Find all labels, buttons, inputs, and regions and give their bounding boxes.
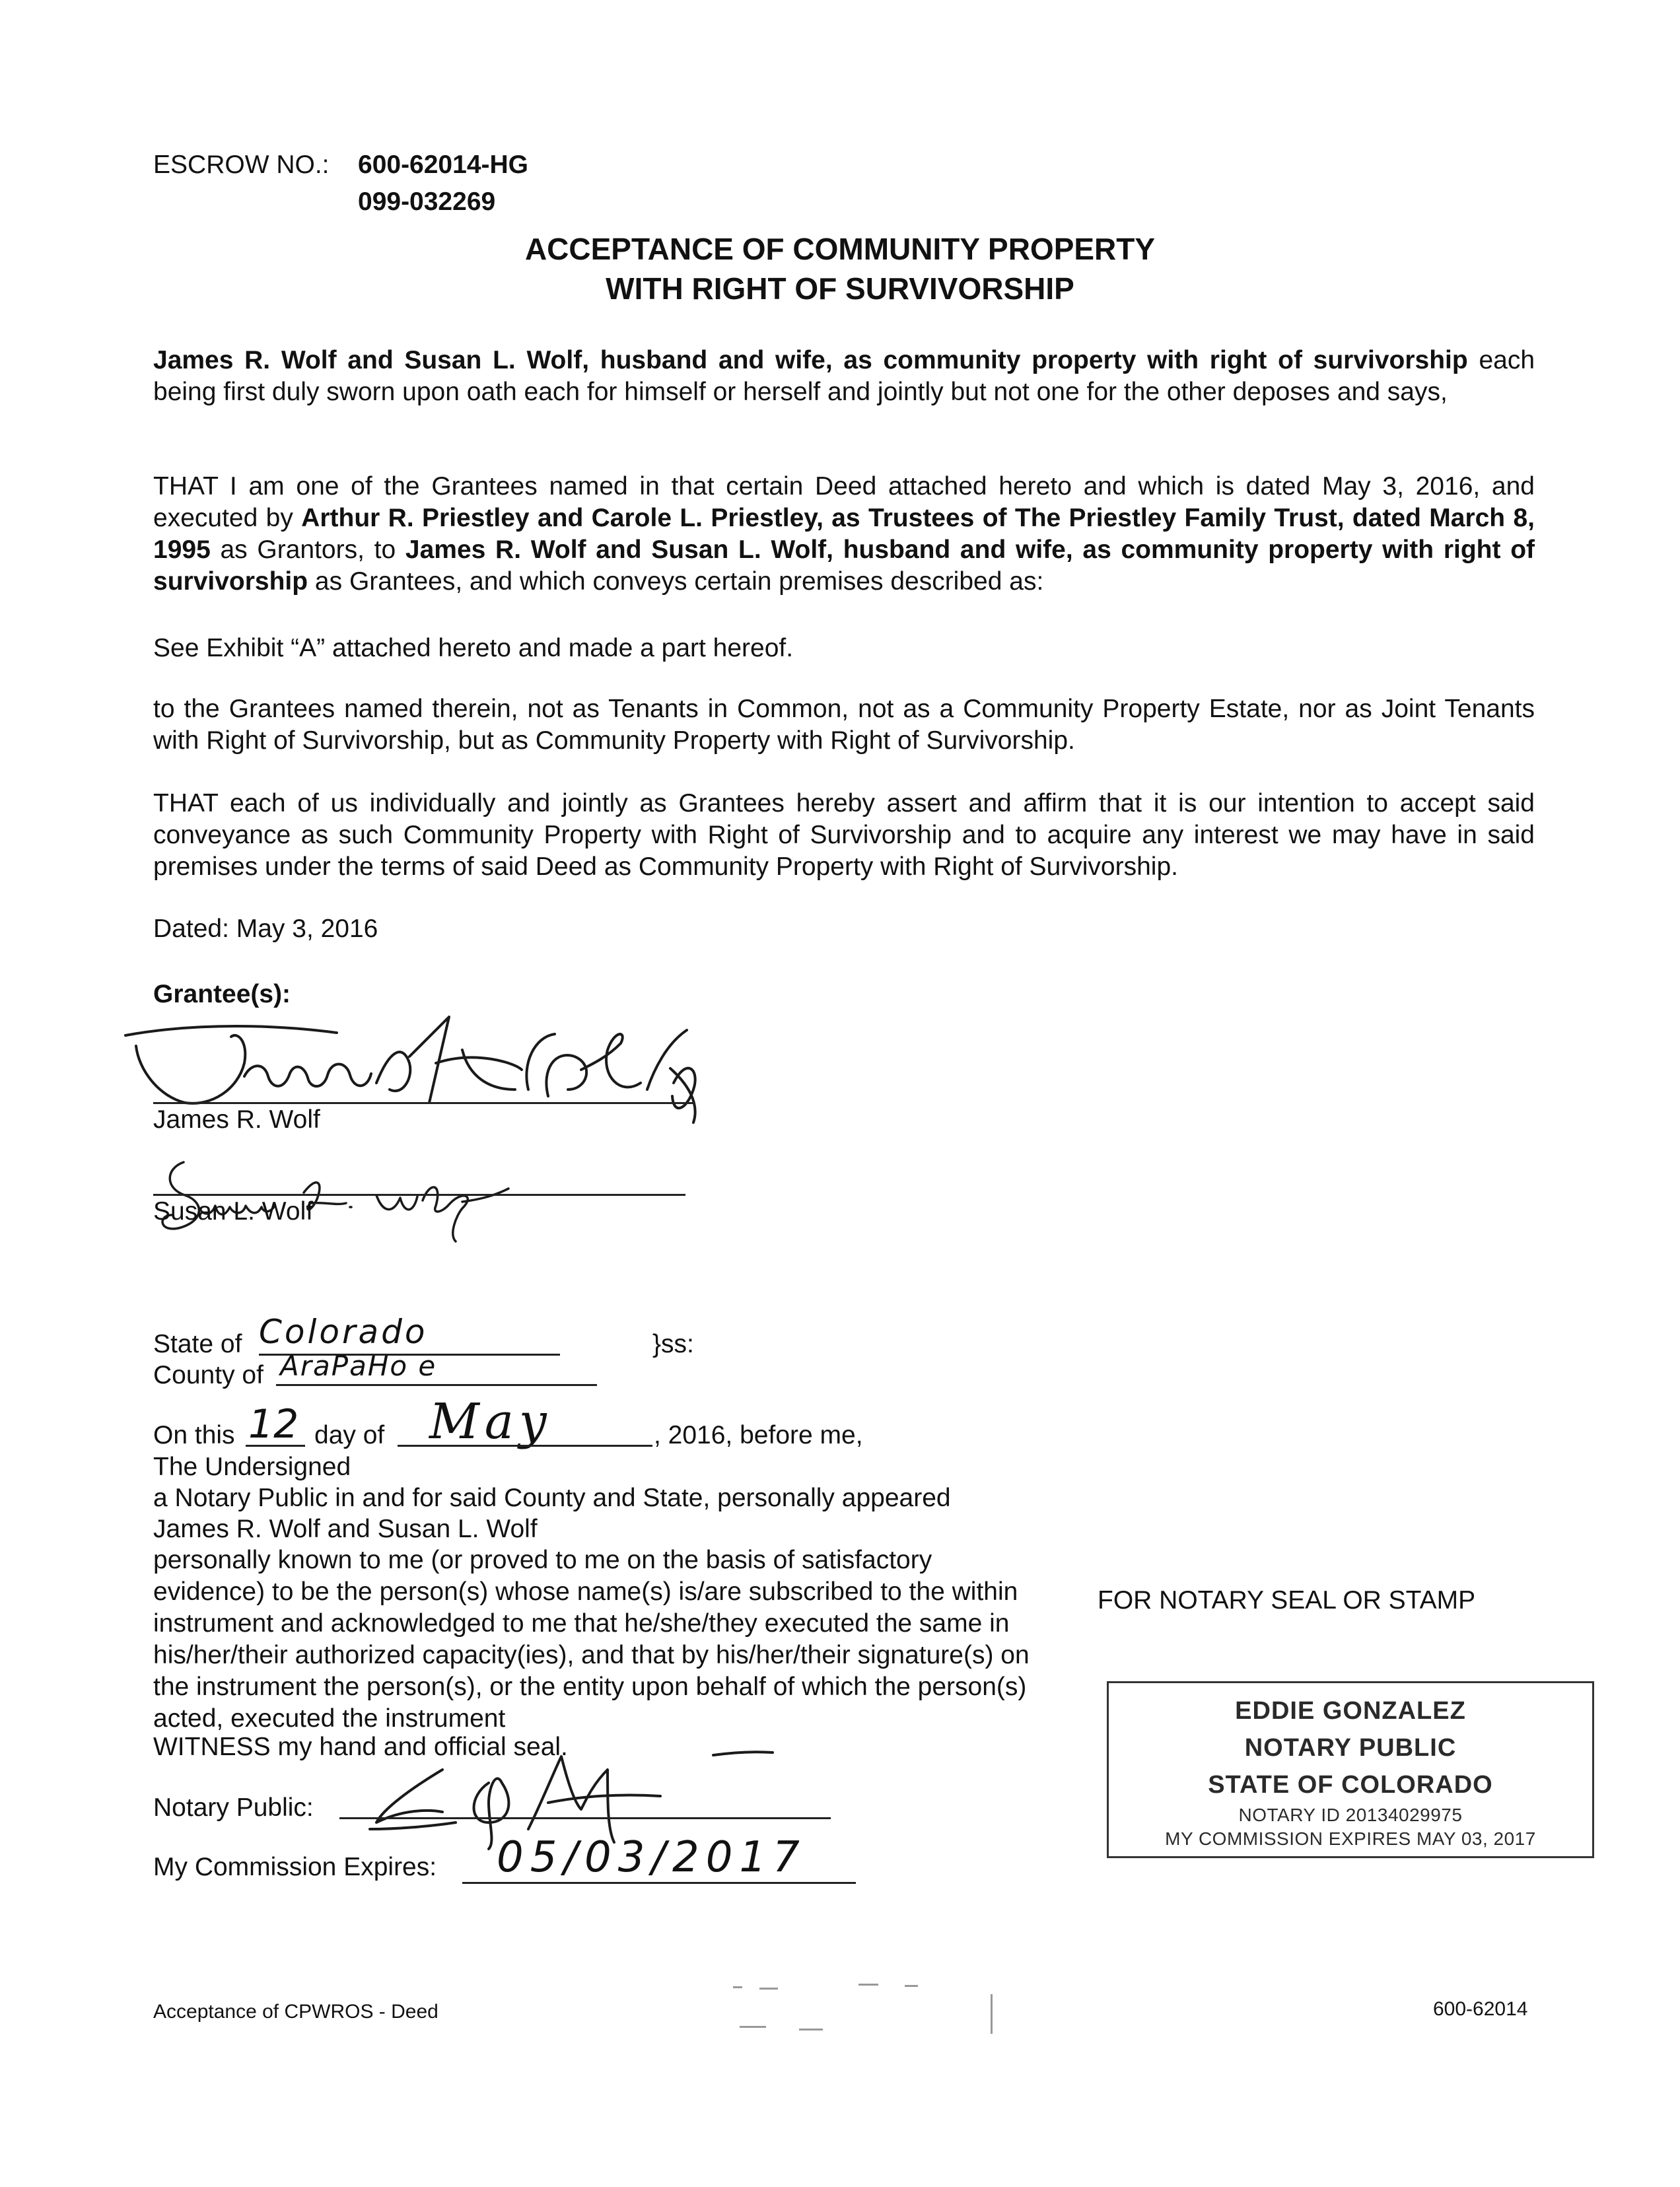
signer-1-name: James R. Wolf (153, 1105, 320, 1134)
scan-speck (733, 1986, 742, 1988)
escrow-number-secondary: 099-032269 (358, 188, 496, 216)
stamp-notary-name: EDDIE GONZALEZ (1235, 1697, 1466, 1725)
escrow-label: ESCROW NO.: (153, 151, 330, 179)
scan-speck (905, 1985, 918, 1987)
undersigned-text: The Undersigned (153, 1453, 351, 1481)
exhibit-reference: See Exhibit “A” attached hereto and made a part hereof. (153, 634, 794, 662)
acknowledgment-body: personally known to me (or proved to me on the basis of satisfactory evidence) to be the person(s) whose name(s) is/are subscribed to the within instrument and acknowledged to me that he/she/they executed the same in his/her/their authorized capacity(ies), and that by his/her/their signature(s) on the instrument the person(s), or the entity upon behalf of which the person(s) acted, executed the instrument (153, 1546, 1030, 1733)
witness-text: WITNESS my hand and official seal. (153, 1733, 568, 1761)
deed-grantees: James R. Wolf and Susan L. Wolf, husband and wife, as community property with right of survivorship (153, 536, 1535, 596)
deed-text-2: as Grantors, to (210, 536, 405, 564)
scan-speck (799, 2029, 823, 2031)
document-title-line1: ACCEPTANCE OF COMMUNITY PROPERTY (524, 232, 1156, 266)
day-line (246, 1445, 305, 1447)
notary-public-label: Notary Public: (153, 1793, 314, 1822)
stamp-notary-public: NOTARY PUBLIC (1244, 1734, 1457, 1762)
deed-text-1: THAT I am one of the Grantees named in that certain Deed attached hereto and which is dated May 3, 2016, and executed by (153, 472, 1535, 532)
document-title-line2: WITH RIGHT OF SURVIVORSHIP (606, 271, 1074, 306)
ss-marker: }ss: (652, 1330, 694, 1358)
scan-speck (858, 1984, 878, 1986)
county-line (276, 1384, 597, 1386)
commission-expires-line (462, 1882, 856, 1884)
appeared-names: James R. Wolf and Susan L. Wolf (153, 1515, 538, 1543)
state-handwritten: Colorado (259, 1313, 428, 1351)
stamp-notary-id: NOTARY ID 20134029975 (1238, 1805, 1463, 1825)
notary-stamp (1107, 1681, 1594, 1858)
deed-text-3: as Grantees, and which conveys certain premises described as: (308, 567, 1044, 596)
notary-public-line (339, 1817, 831, 1819)
county-label: County of (153, 1361, 263, 1389)
notary-signature (330, 1730, 806, 1842)
appeared-text: a Notary Public in and for said County and State, personally appeared (153, 1484, 951, 1512)
year-text: , 2016, before me, (654, 1421, 863, 1449)
grantees-label: Grantee(s): (153, 980, 291, 1008)
commission-expires-handwritten: 05/03/2017 (497, 1833, 806, 1882)
footer-left: Acceptance of CPWROS - Deed (153, 2001, 438, 2023)
deed-grantors: Arthur R. Priestley and Carole L. Priestley, as Trustees of The Priestley Family Trust, dated March 8, 1995 (153, 504, 1535, 564)
escrow-number: 600-62014-HG (358, 151, 528, 179)
county-handwritten: AraPaHo e (280, 1350, 437, 1382)
tenancy-paragraph: to the Grantees named therein, not as Tenants in Common, not as a Community Property Estate, nor as Joint Tenants with Right of Survivorship, but as Community Property with Right of Survivorship. (153, 695, 1535, 755)
day-handwritten: 12 (248, 1401, 299, 1447)
month-handwritten: May (429, 1393, 552, 1450)
scan-speck (759, 1988, 778, 1990)
footer-right: 600-62014 (1433, 1998, 1528, 2020)
intro-paragraph (153, 345, 1535, 408)
affirmation-paragraph: THAT each of us individually and jointly as Grantees hereby assert and affirm that it is our intention to accept said conveyance as such Community Property with Right of Survivorship and to acquire any interest we may have in said premises under the terms of said Deed as Community Property with Right of Survivorship. (153, 789, 1535, 881)
stamp-state: STATE OF COLORADO (1208, 1771, 1493, 1799)
scan-speck (991, 1994, 993, 2034)
on-this-label: On this (153, 1421, 235, 1449)
intro-parties: James R. Wolf and Susan L. Wolf, husband and wife, as community property with right of survivorship (153, 346, 1468, 374)
stamp-expiration: MY COMMISSION EXPIRES MAY 03, 2017 (1165, 1828, 1536, 1849)
state-label: State of (153, 1330, 242, 1358)
seal-caption: FOR NOTARY SEAL OR STAMP (1098, 1586, 1476, 1614)
deed-paragraph (153, 471, 1535, 598)
scan-speck (740, 2026, 766, 2028)
dated-line: Dated: May 3, 2016 (153, 915, 378, 943)
day-of-label: day of (314, 1421, 385, 1449)
month-line (398, 1445, 652, 1447)
signer-2-name: Susan L. Wolf (153, 1197, 314, 1226)
intro-oath: each being first duly sworn upon oath each for himself or herself and jointly but not one for the other deposes and says, (153, 346, 1535, 406)
commission-expires-label: My Commission Expires: (153, 1853, 437, 1881)
